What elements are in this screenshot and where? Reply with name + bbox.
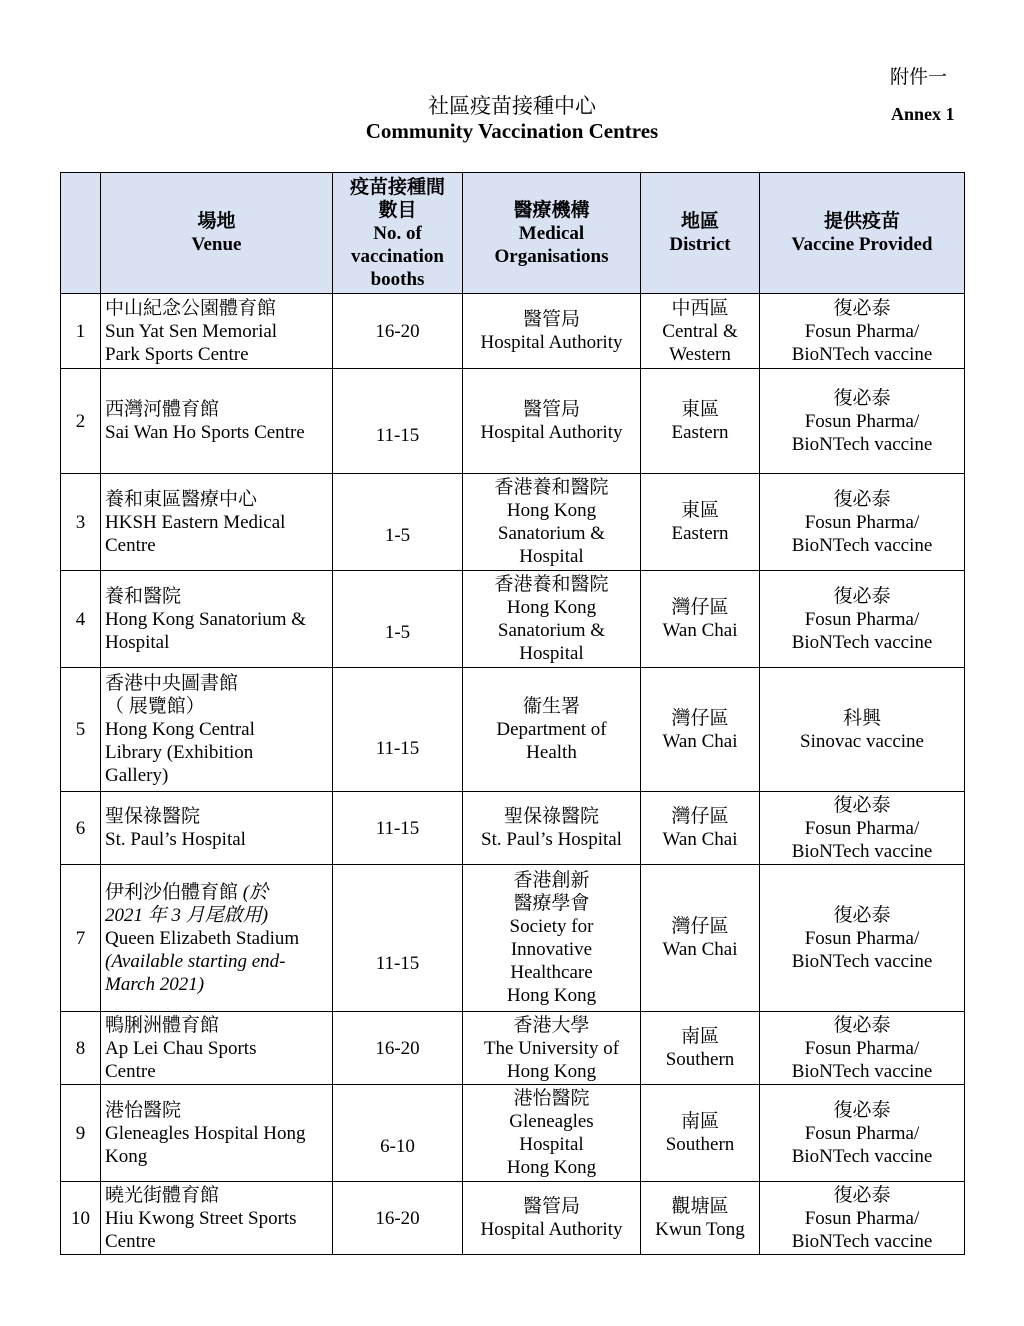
organisation-line: 醫管局 — [522, 309, 580, 330]
district-line: Western — [669, 343, 731, 365]
venue-cell — [101, 474, 333, 571]
header-venue — [101, 173, 333, 294]
district-line: Wan Chai — [662, 829, 738, 850]
organisation-line: 香港養和醫院 — [494, 477, 609, 498]
vaccine-line: Fosun Pharma/ — [804, 320, 920, 342]
organisation-line: 港怡醫院 — [513, 1088, 590, 1109]
organisation-line: Hospital — [519, 546, 584, 567]
organisation-line: Sanatorium & — [497, 620, 606, 641]
organisation-line: Society for — [509, 916, 594, 937]
venue-cell — [101, 571, 333, 668]
row-number: 9 — [61, 1085, 101, 1182]
table-row — [61, 474, 965, 571]
table-row — [61, 1182, 965, 1255]
organisation-line: Sanatorium & — [497, 523, 606, 544]
venue-note-zh: (於 — [238, 881, 269, 903]
header-booths-en2: vaccination — [351, 245, 444, 267]
district-cell — [641, 474, 760, 571]
document-title-zh: 社區疫苗接種中心 — [428, 94, 596, 118]
vaccine-line: BioNTech vaccine — [791, 1145, 933, 1167]
booths-cell: 11-15 — [333, 668, 463, 792]
vaccine-line: BioNTech vaccine — [791, 840, 933, 862]
venue-line: Centre — [105, 1060, 156, 1082]
header-medical-organisations — [463, 173, 641, 294]
organisation-line: 衞生署 — [522, 696, 580, 717]
booths-cell: 1-5 — [333, 474, 463, 571]
venue-line: Library (Exhibition — [105, 742, 254, 763]
row-number: 3 — [61, 474, 101, 571]
venue-line: 西灣河體育館 — [105, 399, 220, 420]
vaccine-cell — [760, 865, 965, 1012]
venue-line: Hiu Kwong Street Sports — [105, 1207, 297, 1229]
vaccine-line: 復必泰 — [833, 297, 891, 319]
venue-name-en: Queen Elizabeth Stadium — [105, 927, 300, 949]
organisation-line: Innovative — [510, 939, 593, 960]
organisation-line: Hong Kong — [506, 1157, 597, 1178]
district-line: Wan Chai — [662, 730, 738, 752]
organisation-line: Hospital Authority — [480, 332, 623, 353]
venue-line: HKSH Eastern Medical — [105, 511, 286, 533]
organisation-line: Hong Kong — [506, 597, 597, 618]
booths-cell: 11-15 — [333, 865, 463, 1012]
district-line: Kwun Tong — [655, 1219, 745, 1240]
venue-line: 鴨脷洲體育館 — [105, 1014, 220, 1036]
booths-cell: 1-5 — [333, 571, 463, 668]
venue-line: Sun Yat Sen Memorial — [105, 320, 278, 342]
booths-cell: 6-10 — [333, 1085, 463, 1182]
booths-cell: 16-20 — [333, 1012, 463, 1085]
district-line: 灣仔區 — [671, 916, 729, 937]
vaccine-cell — [760, 792, 965, 865]
district-cell — [641, 1085, 760, 1182]
district-line: 中西區 — [671, 297, 729, 319]
district-line: Southern — [665, 1134, 735, 1155]
organisation-line: Gleneagles — [509, 1111, 594, 1132]
district-cell — [641, 294, 760, 369]
venue-note-en: (Available starting end- — [105, 950, 286, 972]
district-line: Wan Chai — [662, 939, 738, 960]
row-number: 1 — [61, 294, 101, 369]
organisation-cell — [463, 1085, 641, 1182]
district-line: 觀塘區 — [671, 1196, 729, 1217]
district-cell — [641, 792, 760, 865]
organisation-line: Department of — [496, 719, 607, 740]
header-booths-zh1: 疫苗接種間 — [349, 176, 445, 198]
organisation-line: 醫管局 — [522, 399, 580, 420]
vaccine-line: BioNTech vaccine — [791, 343, 933, 365]
vaccine-cell — [760, 571, 965, 668]
annex-label-en: Annex 1 — [891, 104, 955, 124]
organisation-line: Hong Kong — [506, 500, 597, 521]
venue-line: Centre — [105, 534, 156, 556]
vaccine-line: Fosun Pharma/ — [804, 608, 920, 630]
vaccine-line: 復必泰 — [833, 904, 891, 926]
district-line: 南區 — [680, 1026, 719, 1047]
table-row — [61, 294, 965, 369]
organisation-line: Hospital — [519, 643, 584, 664]
vaccination-centres-table — [60, 172, 965, 1255]
row-number: 10 — [61, 1182, 101, 1255]
organisation-line: The University of — [483, 1037, 620, 1059]
vaccine-line: 復必泰 — [833, 1014, 891, 1036]
header-booths-en1: No. of — [373, 222, 422, 244]
row-number: 5 — [61, 668, 101, 792]
venue-line: Gallery) — [105, 765, 169, 786]
vaccine-cell — [760, 369, 965, 474]
header-vaccine-provided — [760, 173, 965, 294]
district-line: 東區 — [680, 399, 719, 420]
organisation-cell — [463, 792, 641, 865]
venue-line: 香港中央圖書館 — [105, 673, 239, 694]
organisation-line: 醫療學會 — [513, 893, 590, 914]
district-line: 灣仔區 — [671, 707, 729, 729]
organisation-line: Hospital Authority — [480, 1219, 623, 1240]
district-line: 東區 — [680, 500, 719, 521]
vaccine-line: BioNTech vaccine — [791, 1060, 933, 1082]
vaccine-line: Fosun Pharma/ — [804, 511, 920, 533]
venue-line: （ 展覽館） — [105, 696, 205, 717]
header-number — [61, 173, 101, 294]
table-row — [61, 865, 965, 1012]
vaccine-line: 復必泰 — [833, 1099, 891, 1121]
table-row — [61, 1012, 965, 1085]
vaccine-line: 復必泰 — [833, 1184, 891, 1206]
venue-line: Ap Lei Chau Sports — [105, 1037, 257, 1059]
district-cell — [641, 668, 760, 792]
row-number: 6 — [61, 792, 101, 865]
row-number: 2 — [61, 369, 101, 474]
venue-line: Centre — [105, 1230, 156, 1252]
table-row — [61, 369, 965, 474]
table-header-row — [61, 173, 965, 294]
header-vaccine-en: Vaccine Provided — [791, 234, 933, 255]
row-number: 8 — [61, 1012, 101, 1085]
booths-cell: 16-20 — [333, 1182, 463, 1255]
venue-line: 曉光街體育館 — [105, 1184, 220, 1206]
vaccine-cell — [760, 474, 965, 571]
document-title-en: Community Vaccination Centres — [365, 119, 659, 143]
venue-line: Hong Kong Central — [105, 719, 255, 740]
booths-cell: 11-15 — [333, 369, 463, 474]
vaccine-line: 復必泰 — [833, 794, 891, 816]
district-line: Eastern — [671, 422, 729, 443]
venue-line: 養和東區醫療中心 — [105, 488, 258, 510]
district-cell — [641, 1182, 760, 1255]
district-line: 南區 — [680, 1111, 719, 1132]
organisation-line: 醫管局 — [522, 1196, 580, 1217]
table-row — [61, 571, 965, 668]
district-line: Southern — [665, 1049, 735, 1070]
venue-line: St. Paul’s Hospital — [105, 829, 246, 850]
venue-cell — [101, 1012, 333, 1085]
organisation-cell — [463, 294, 641, 369]
vaccine-cell — [760, 294, 965, 369]
vaccine-cell — [760, 1012, 965, 1085]
vaccine-line: BioNTech vaccine — [791, 534, 933, 556]
vaccine-line: Fosun Pharma/ — [804, 1207, 920, 1229]
vaccine-line: 復必泰 — [833, 488, 891, 510]
organisation-line: St. Paul’s Hospital — [481, 829, 622, 850]
vaccine-line: BioNTech vaccine — [791, 433, 933, 455]
venue-line: Hong Kong Sanatorium & — [105, 608, 307, 630]
vaccine-line: Fosun Pharma/ — [804, 927, 920, 949]
venue-cell — [101, 1182, 333, 1255]
venue-line: Kong — [105, 1145, 148, 1167]
organisation-line: Hong Kong — [506, 985, 597, 1006]
district-line: Eastern — [671, 523, 729, 544]
venue-line: Hospital — [105, 631, 170, 653]
venue-cell — [101, 668, 333, 792]
vaccine-line: 復必泰 — [833, 585, 891, 607]
header-district — [641, 173, 760, 294]
venue-line: 養和醫院 — [105, 585, 182, 607]
vaccine-line: 科興 — [842, 707, 881, 729]
vaccine-cell — [760, 1182, 965, 1255]
organisation-cell — [463, 865, 641, 1012]
organisation-line: Healthcare — [510, 962, 593, 983]
organisation-cell — [463, 1182, 641, 1255]
table-row — [61, 668, 965, 792]
organisation-line: Hospital — [519, 1134, 584, 1155]
district-line: Central & — [662, 320, 738, 342]
organisation-line: 香港養和醫院 — [494, 574, 609, 595]
header-district-en: District — [669, 234, 731, 255]
venue-note-en-line: March 2021) — [105, 973, 205, 995]
venue-line: Park Sports Centre — [105, 343, 249, 365]
row-number: 4 — [61, 571, 101, 668]
venue-line: 聖保祿醫院 — [105, 806, 201, 827]
header-medical-en2: Organisations — [494, 245, 609, 267]
venue-line — [105, 881, 328, 904]
vaccine-line: Fosun Pharma/ — [804, 1122, 920, 1144]
header-district-zh: 地區 — [680, 211, 719, 232]
table-row — [61, 792, 965, 865]
organisation-cell — [463, 474, 641, 571]
district-line: 灣仔區 — [671, 806, 729, 827]
organisation-line: 香港大學 — [513, 1014, 590, 1036]
district-cell — [641, 1012, 760, 1085]
venue-line: 港怡醫院 — [105, 1099, 182, 1121]
vaccine-cell — [760, 668, 965, 792]
vaccine-line: Sinovac vaccine — [800, 730, 924, 752]
venue-line: 中山紀念公園體育館 — [105, 297, 277, 319]
vaccine-line: Fosun Pharma/ — [804, 410, 920, 432]
venue-cell — [101, 792, 333, 865]
header-vaccine-zh: 提供疫苗 — [823, 211, 900, 232]
organisation-cell — [463, 1012, 641, 1085]
row-number: 7 — [61, 865, 101, 1012]
booths-cell: 11-15 — [333, 792, 463, 865]
vaccine-line: Fosun Pharma/ — [804, 817, 920, 839]
vaccine-line: BioNTech vaccine — [791, 950, 933, 972]
district-cell — [641, 571, 760, 668]
organisation-cell — [463, 668, 641, 792]
vaccine-line: BioNTech vaccine — [791, 1230, 933, 1252]
venue-cell — [101, 865, 333, 1012]
table-row — [61, 1085, 965, 1182]
district-line: 灣仔區 — [671, 597, 729, 618]
district-line: Wan Chai — [662, 620, 738, 641]
header-booths-en3: booths — [370, 268, 425, 290]
header-booths — [333, 173, 463, 294]
venue-cell — [101, 294, 333, 369]
organisation-cell — [463, 369, 641, 474]
venue-cell — [101, 369, 333, 474]
vaccine-line: 復必泰 — [833, 387, 891, 409]
header-booths-zh2: 數目 — [378, 199, 417, 221]
venue-cell — [101, 1085, 333, 1182]
organisation-line: Hong Kong — [506, 1060, 597, 1082]
venue-name-zh: 伊利沙伯體育館 — [105, 881, 239, 903]
venue-line: Gleneagles Hospital Hong — [105, 1122, 306, 1144]
header-medical-zh: 醫療機構 — [513, 199, 590, 221]
header-venue-en: Venue — [191, 234, 242, 255]
venue-note-zh-line: 2021 年 3 月尾啟用) — [105, 904, 269, 926]
vaccine-cell — [760, 1085, 965, 1182]
organisation-line: Health — [526, 742, 577, 763]
district-cell — [641, 865, 760, 1012]
header-medical-en1: Medical — [518, 222, 585, 244]
venue-line: Sai Wan Ho Sports Centre — [105, 422, 305, 443]
header-venue-zh: 場地 — [197, 211, 236, 232]
booths-cell: 16-20 — [333, 294, 463, 369]
organisation-line: 香港創新 — [513, 870, 590, 891]
vaccine-line: BioNTech vaccine — [791, 631, 933, 653]
vaccine-line: Fosun Pharma/ — [804, 1037, 920, 1059]
district-cell — [641, 369, 760, 474]
organisation-cell — [463, 571, 641, 668]
organisation-line: 聖保祿醫院 — [503, 806, 599, 827]
annex-label-zh: 附件一 — [890, 67, 948, 88]
organisation-line: Hospital Authority — [480, 422, 623, 443]
